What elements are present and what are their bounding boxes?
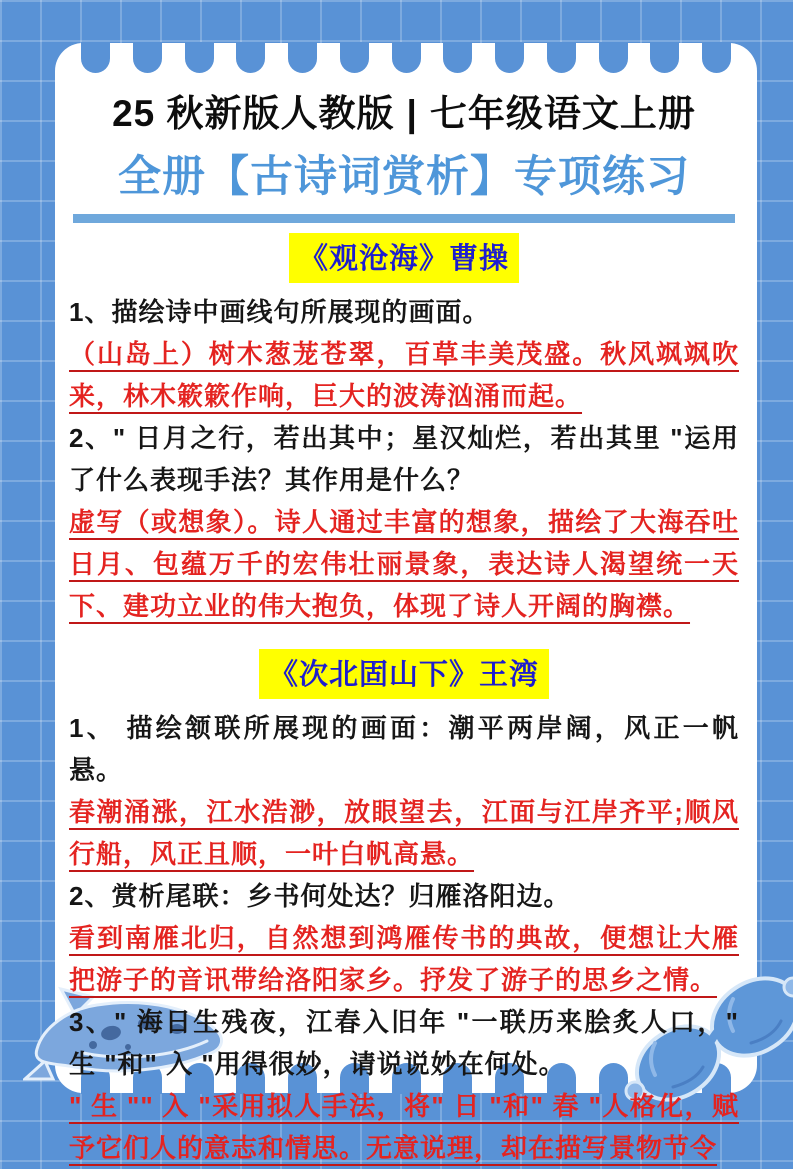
question: 1、 描绘颔联所展现的画面：潮平两岸阔，风正一帆悬。	[69, 713, 739, 785]
question: 1、描绘诗中画线句所展现的画面。	[69, 297, 490, 327]
title-divider	[73, 214, 735, 223]
worksheet-paper	[55, 43, 757, 1163]
title-separator: |	[406, 93, 418, 134]
answer: 虚写（或想象）。诗人通过丰富的想象，描绘了大海吞吐日月、包蕴万千的宏伟壮丽景象，表达诗人渴望统一天下、建功立业的伟大抱负，体现了诗人开阔的胸襟。	[69, 507, 739, 621]
question: 2、" 日月之行，若出其中；星汉灿烂，若出其里 "运用了什么表现手法？其作用是什么？	[69, 423, 739, 495]
section-heading: 《次北固山下》王湾	[259, 649, 549, 699]
answer: （山岛上）树木葱茏苍翠，百草丰美茂盛。秋风飒飒吹来，林木簌簌作响，巨大的波涛汹涌而起。	[69, 339, 739, 411]
answer: 春潮涌涨，江水浩渺，放眼望去，江面与江岸齐平;顺风行船，风正且顺，一叶白帆高悬。	[69, 797, 739, 869]
worksheet-content	[55, 43, 757, 1169]
title-edition: 25 秋新版	[112, 93, 281, 134]
section-heading-row	[69, 233, 739, 283]
section-heading: 《观沧海》曹操	[289, 233, 519, 283]
title-course: 七年级语文上册	[429, 93, 696, 134]
section-heading-row	[69, 649, 739, 699]
section-guancanghai	[69, 233, 739, 627]
title-publisher: 人教版	[280, 93, 395, 134]
page-title	[69, 83, 739, 137]
question: 2、赏析尾联：乡书何处达？归雁洛阳边。	[69, 881, 571, 911]
question: 3、" 海日生残夜，江春入旧年 "一联历来脍炙人口，" 生 "和" 入 "用得很妙，请说说妙在何处。	[69, 1007, 739, 1079]
section-cibeigushanxia	[69, 649, 739, 1169]
answer: " 生 "" 入 "采用拟人手法，将" 日 "和" 春 "人格化，赋予它们人的意志和情思。无意说理，却在描写景物节令	[69, 1091, 739, 1163]
answer: 看到南雁北归，自然想到鸿雁传书的典故，便想让大雁把游子的音讯带给洛阳家乡。抒发了游子的思乡之情。	[69, 923, 739, 995]
page-subtitle: 全册【古诗词赏析】专项练习	[118, 153, 690, 201]
